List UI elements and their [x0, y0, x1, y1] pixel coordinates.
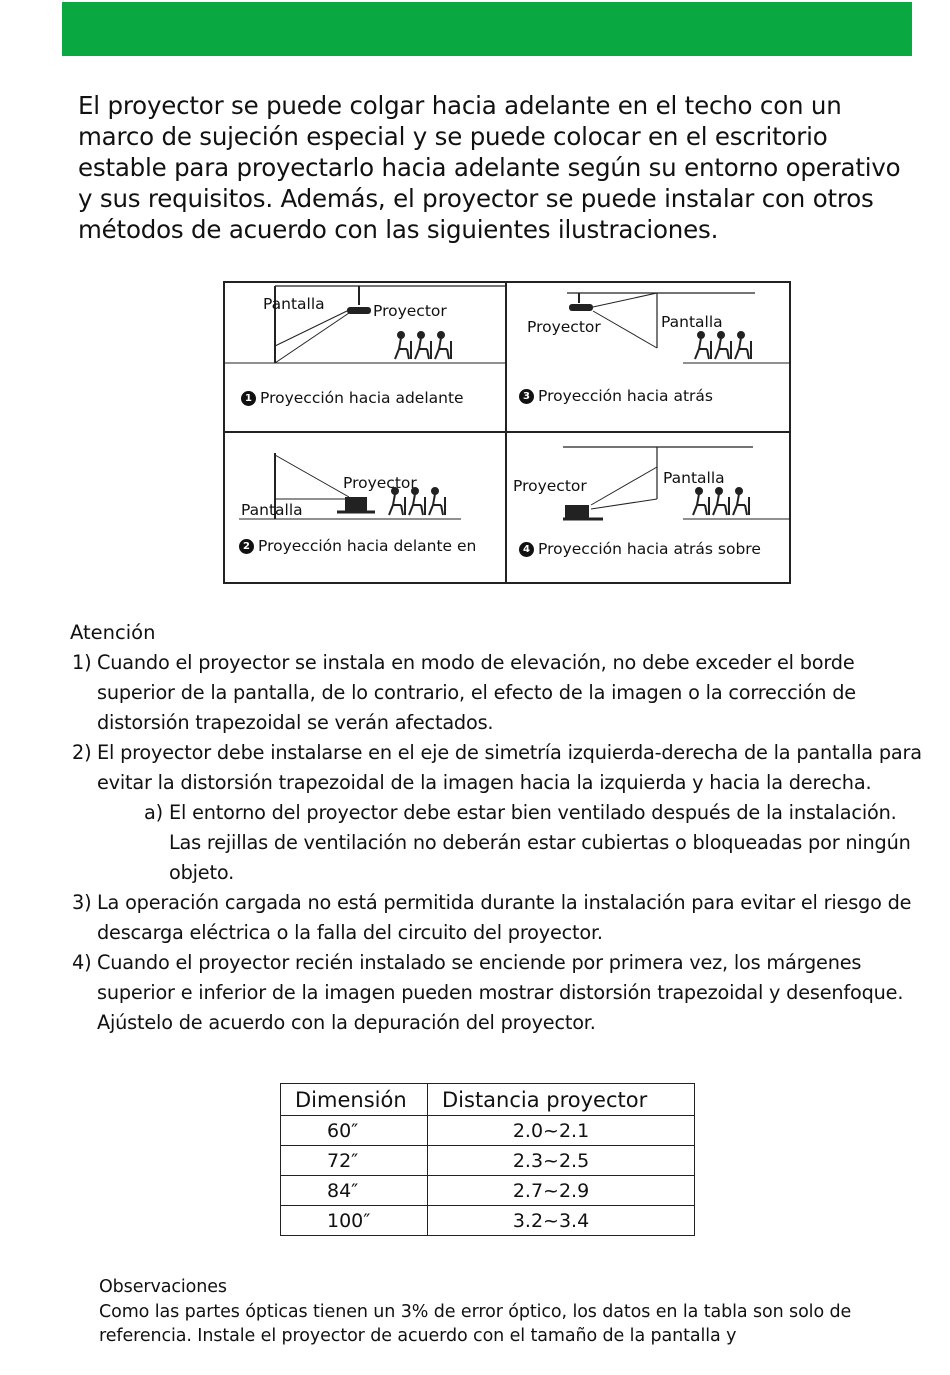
- item-number: 4): [72, 951, 92, 974]
- number-badge: 1: [241, 391, 256, 406]
- rear-ceiling-illustration: [507, 283, 789, 433]
- screen-label: Pantalla: [661, 313, 723, 331]
- attention-subitem-a: [72, 798, 932, 888]
- projector-label: Proyector: [343, 474, 417, 492]
- projector-label: Proyector: [527, 318, 601, 336]
- attention-item-2: [72, 738, 932, 798]
- distance-cell: 2.7~2.9: [428, 1176, 695, 1206]
- dimension-cell: 100″: [281, 1206, 428, 1236]
- screen-label: Pantalla: [263, 295, 325, 313]
- diagram-caption: [519, 387, 713, 405]
- header-bar: [62, 2, 912, 56]
- attention-heading: Atención: [70, 621, 156, 644]
- column-header-distance: Distancia proyector: [428, 1084, 695, 1116]
- item-number: a): [144, 801, 163, 824]
- item-text: El entorno del proyector debe estar bien ventilado después de la instalación. Las rejillas de ventilación no deberán estar cubiertas o bloqueadas por ningún objeto.: [169, 801, 911, 884]
- diagram-front-desktop: [225, 433, 507, 582]
- dimension-cell: 72″: [281, 1146, 428, 1176]
- diagram-caption: [241, 389, 464, 407]
- rear-desktop-illustration: [507, 433, 789, 582]
- observations-title: Observaciones: [99, 1277, 227, 1297]
- caption-text: Proyección hacia delante en: [258, 537, 477, 555]
- caption-text: Proyección hacia atrás: [538, 387, 713, 405]
- item-text: La operación cargada no está permitida durante la instalación para evitar el riesgo de descarga eléctrica o la falla del circuito del proyector.: [97, 891, 912, 944]
- item-text: Cuando el proyector recién instalado se enciende por primera vez, los márgenes superior e inferior de la imagen pueden mostrar distorsión trapezoidal y desenfoque. Ajústelo de acuerdo con la depuración del proyector.: [97, 951, 904, 1034]
- table-row: [281, 1146, 695, 1176]
- diagram-caption: [239, 537, 476, 555]
- item-number: 1): [72, 651, 92, 674]
- observations-text: Como las partes ópticas tienen un 3% de error óptico, los datos en la tabla son solo de referencia. Instale el proyector de acuerdo con el tamaño de la pantalla y: [99, 1301, 852, 1346]
- attention-item-1: [72, 648, 932, 738]
- diagram-rear-desktop: [507, 433, 789, 582]
- caption-text: Proyección hacia adelante: [260, 389, 464, 407]
- diagram-rear-ceiling: [507, 283, 789, 433]
- table-row: [281, 1116, 695, 1146]
- item-number: 3): [72, 891, 92, 914]
- item-number: 2): [72, 741, 92, 764]
- number-badge: 4: [519, 542, 534, 557]
- number-badge: 3: [519, 389, 534, 404]
- projector-label: Proyector: [513, 477, 587, 495]
- distance-table: [280, 1083, 695, 1236]
- item-text: El proyector debe instalarse en el eje de simetría izquierda-derecha de la pantalla para evitar la distorsión trapezoidal de la imagen hacia la izquierda y hacia la derecha.: [97, 741, 922, 794]
- number-badge: 2: [239, 539, 254, 554]
- screen-label: Pantalla: [663, 469, 725, 487]
- caption-text: Proyección hacia atrás sobre: [538, 540, 761, 558]
- diagram-front-ceiling: [225, 283, 507, 433]
- distance-cell: 2.3~2.5: [428, 1146, 695, 1176]
- column-header-dimension: Dimensión: [281, 1084, 428, 1116]
- installation-diagrams: [223, 281, 791, 584]
- attention-item-4: [72, 948, 932, 1038]
- screen-label: Pantalla: [241, 501, 303, 519]
- table-row: [281, 1176, 695, 1206]
- intro-paragraph: El proyector se puede colgar hacia adelante en el techo con un marco de sujeción especial y se puede colocar en el escritorio estable para proyectarlo hacia adelante según su entorno operativo y sus requisitos. Además, el proyector se puede instalar con otros métodos de acuerdo con las siguientes ilustraciones.: [78, 91, 901, 244]
- table-row: [281, 1206, 695, 1236]
- attention-list: [72, 648, 932, 1038]
- attention-item-3: [72, 888, 932, 948]
- item-text: Cuando el proyector se instala en modo de elevación, no debe exceder el borde superior de la pantalla, de lo contrario, el efecto de la imagen o la corrección de distorsión trapezoidal se verán afectados.: [97, 651, 856, 734]
- projector-label: Proyector: [373, 302, 447, 320]
- dimension-cell: 84″: [281, 1176, 428, 1206]
- distance-cell: 3.2~3.4: [428, 1206, 695, 1236]
- table-header-row: [281, 1084, 695, 1116]
- observations: [99, 1275, 889, 1349]
- dimension-cell: 60″: [281, 1116, 428, 1146]
- diagram-caption: [519, 540, 761, 558]
- distance-cell: 2.0~2.1: [428, 1116, 695, 1146]
